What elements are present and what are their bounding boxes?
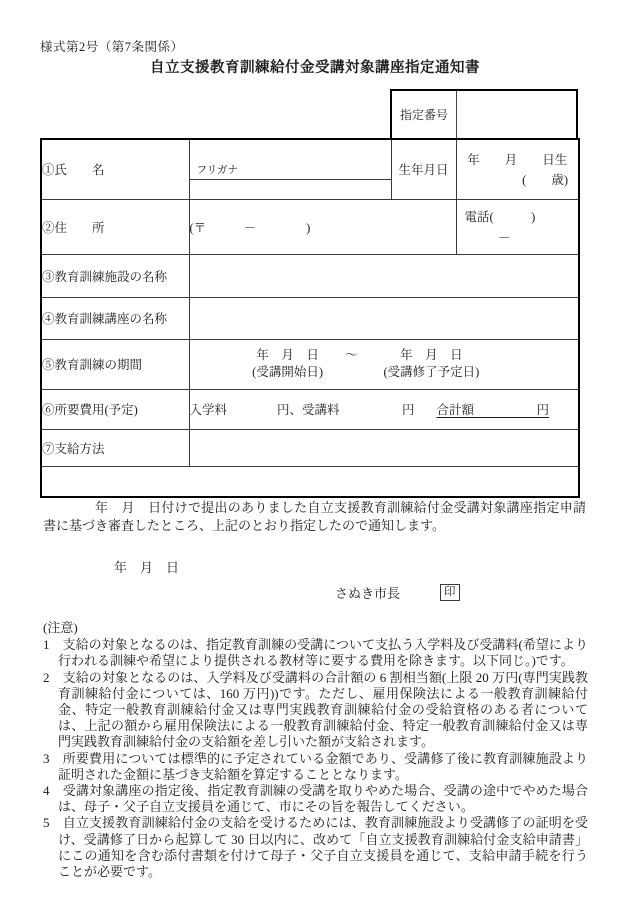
- notes-heading: (注意): [43, 620, 78, 635]
- cost-field: [189, 389, 579, 429]
- birthdate-label: 生年月日: [391, 139, 456, 199]
- note-item: 1 支給の対象となるのは、指定教育訓練の受講について支払う入学料及び受講料(希望により行われる訓練や希望により提供される教材等に要する費用を除きます。以下同じ。)です。: [43, 637, 588, 669]
- end-date-caption: (受講修了予定日): [383, 365, 480, 379]
- phone-line1: 電話( ): [464, 210, 536, 224]
- start-date-caption: (受講開始日): [252, 365, 323, 379]
- fees-text: 入学料 円、受講料 円: [189, 403, 415, 417]
- period-start: [252, 347, 323, 381]
- label-payment-method: ⑦支給方法: [41, 429, 189, 466]
- label-course: ④教育訓練講座の名称: [41, 297, 189, 339]
- end-date: 年 月 日: [400, 348, 463, 362]
- issue-date-line: 年 月 日: [114, 560, 180, 575]
- designation-number-box: [390, 89, 578, 138]
- furigana-label: フリガナ: [190, 159, 391, 180]
- table-row-period: [41, 339, 579, 389]
- facility-name-field: [189, 254, 579, 297]
- tilde-separator: ～: [344, 348, 358, 362]
- label-period: ⑤教育訓練の期間: [41, 339, 189, 389]
- phone-field: [456, 199, 579, 254]
- note-item: 5 自立支援教育訓練給付金の支給を受けるためには、教育訓練施設より受講修了の証明を受け、受講修了日から起算して 30 日以内に、改めて「自立支援教育訓練給付金支給申請書」にこの通知を含む添付書類を付けて母子・父子自立支援員を通じて、支給申請手続を行うことが必要です。: [43, 815, 588, 880]
- notification-paragraph: 年 月 日付けで提出のありました自立支援教育訓練給付金受講対象講座指定申請書に基づき審査したところ、上記のとおり指定したので通知します。: [43, 500, 586, 533]
- page-title: 自立支援教育訓練給付金受講対象講座指定通知書: [150, 60, 480, 76]
- designation-number-label: 指定番号: [392, 91, 457, 138]
- label-name: ①氏 名: [41, 139, 189, 199]
- birthdate-value: 年 月 日生: [467, 153, 568, 168]
- designation-number-field: [457, 91, 576, 138]
- age-field: ( 歳): [522, 173, 568, 188]
- mayor-signature-line: [335, 583, 460, 602]
- table-row-address: [41, 199, 579, 254]
- total-amount: 合計額 円: [436, 403, 550, 417]
- blank-row: [41, 466, 579, 497]
- note-item: 2 支給の対象となるのは、入学料及び受講料の合計額の 6 割相当額(上限 20 万円(専門実践教育訓練給付金については、160 万円))です。ただし、雇用保険法による一般教育訓練給付金、特定一般教育訓練給付金又は専門実践教育訓練給付金の受給資格のある者については、上記の額から雇用保険法による一般教育訓練給付金、特定一般教育訓練給付金又は専門実践教育訓練給付金の支給額を差し引いた額が支給されます。: [43, 669, 588, 750]
- phone-line2: －: [497, 231, 511, 245]
- label-cost: ⑥所要費用(予定): [41, 389, 189, 429]
- table-row-cost: [41, 389, 579, 429]
- table-row-blank: [41, 466, 579, 497]
- table-row-payment: [41, 429, 579, 466]
- official-seal: 印: [440, 584, 460, 601]
- start-date: 年 月 日: [256, 348, 319, 362]
- form-code: 様式第2号（第7条関係）: [40, 40, 184, 54]
- period-field: [189, 339, 579, 389]
- label-address: ②住 所: [41, 199, 189, 254]
- course-name-field: [189, 297, 579, 339]
- mayor-name: さぬき市長: [335, 586, 401, 601]
- period-end: [384, 347, 480, 381]
- table-row-name: [41, 139, 579, 199]
- label-facility: ③教育訓練施設の名称: [41, 254, 189, 297]
- birthdate-field: [456, 139, 579, 199]
- note-item: 4 受講対象講座の指定後、指定教育訓練の受講を取りやめた場合、受講の途中でやめた場合は、母子・父子自立支援員を通じて、市にその旨を報告してください。: [43, 783, 588, 815]
- main-form-table: [40, 138, 580, 498]
- postal-address-field: (〒 － ): [189, 199, 456, 254]
- name-field: [189, 139, 391, 199]
- notes-section: [43, 620, 588, 880]
- table-row-course: [41, 297, 579, 339]
- note-item: 3 所要費用については標準的に予定されている金額であり、受講修了後に教育訓練施設より証明された金額に基づき支給額を算定することとなります。: [43, 750, 588, 782]
- payment-method-field: [189, 429, 579, 466]
- table-row-facility: [41, 254, 579, 297]
